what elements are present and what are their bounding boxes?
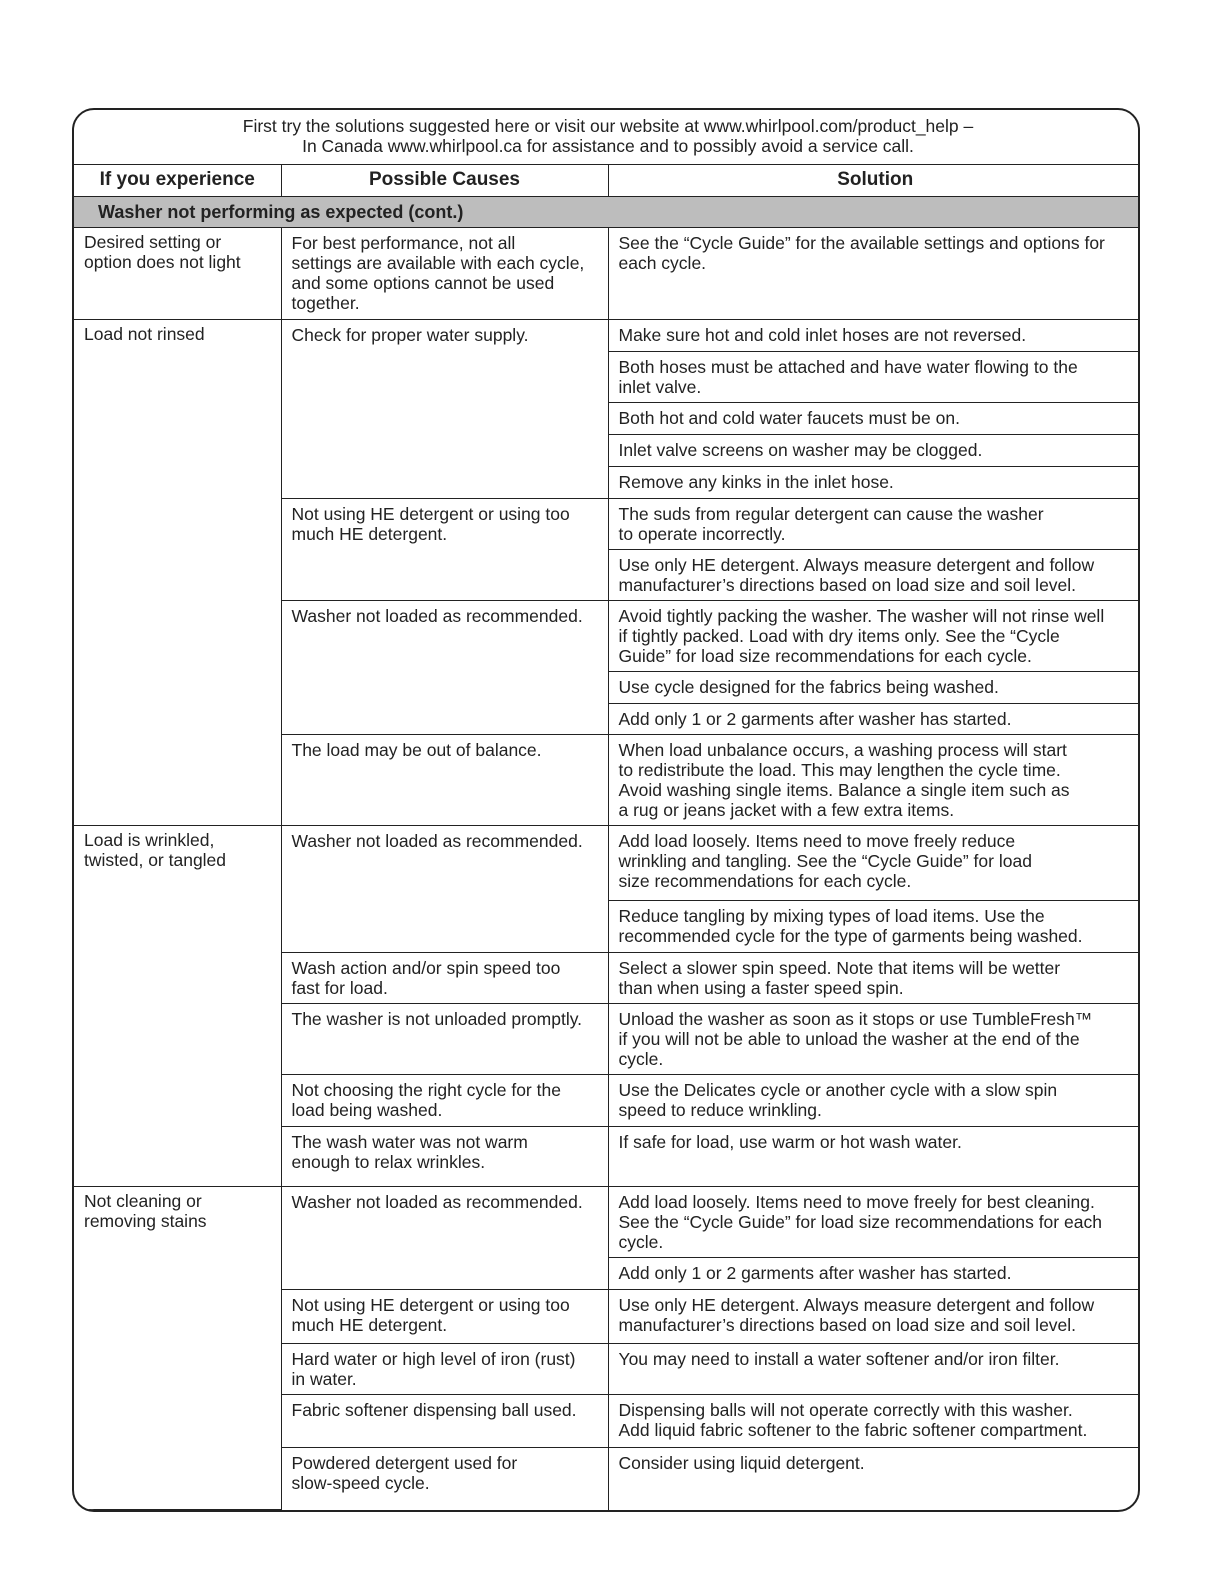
intro-note	[74, 110, 1140, 165]
text-line: Fabric softener dispensing ball used.	[291, 1400, 577, 1420]
text-line: much HE detergent.	[291, 1315, 448, 1335]
text-line: cycle.	[618, 1049, 664, 1069]
solution	[608, 735, 1140, 826]
text-line: than when using a faster speed spin.	[618, 978, 904, 998]
text-line: recommended cycle for the type of garments being washed.	[618, 926, 1083, 946]
text-line: Select a slower spin speed. Note that items will be wetter	[618, 958, 1061, 978]
solution	[608, 1127, 1140, 1187]
text-line: if tightly packed. Load with dry items only. See the “Cycle	[618, 626, 1060, 646]
table-row	[74, 826, 1140, 901]
text-line: twisted, or tangled	[84, 850, 227, 870]
solution	[608, 352, 1140, 403]
text-line: Add load loosely. Items need to move freely for best cleaning.	[618, 1192, 1095, 1212]
solution	[608, 1075, 1140, 1127]
text-line: removing stains	[84, 1211, 207, 1231]
solution	[608, 672, 1140, 704]
text-line: See the “Cycle Guide” for load size recommendations for each	[618, 1212, 1102, 1232]
text-line: in water.	[291, 1369, 357, 1389]
text-line: For best performance, not all	[291, 233, 516, 253]
text-line: Both hot and cold water faucets must be on.	[618, 408, 960, 428]
section-row	[74, 197, 1140, 228]
solution	[608, 228, 1140, 320]
possible-cause	[281, 1290, 608, 1344]
text-line: Consider using liquid detergent.	[618, 1453, 865, 1473]
text-line: Add liquid fabric softener to the fabric softener compartment.	[618, 1420, 1088, 1440]
section-title: Washer not performing as expected (cont.)	[74, 197, 1140, 228]
text-line: Not using HE detergent or using too	[291, 1295, 570, 1315]
possible-cause	[281, 1395, 608, 1448]
text-line: manufacturer’s directions based on load size and soil level.	[618, 1315, 1077, 1335]
text-line: each cycle.	[618, 253, 707, 273]
solution	[608, 953, 1140, 1004]
troubleshooting-grid	[74, 110, 1140, 1510]
table-row	[74, 320, 1140, 352]
text-line: The load may be out of balance.	[291, 740, 542, 760]
solution	[608, 435, 1140, 467]
text-line: Washer not loaded as recommended.	[291, 831, 583, 851]
solution	[608, 1290, 1140, 1344]
text-line: Not cleaning or	[84, 1191, 202, 1211]
text-line: Wash action and/or spin speed too	[291, 958, 561, 978]
solution	[608, 467, 1140, 499]
text-line: fast for load.	[291, 978, 388, 998]
text-line: to operate incorrectly.	[618, 524, 786, 544]
text-line: Make sure hot and cold inlet hoses are not reversed.	[618, 325, 1027, 345]
possible-cause	[281, 826, 608, 953]
text-line: together.	[291, 293, 360, 313]
solution	[608, 1258, 1140, 1290]
possible-cause	[281, 601, 608, 735]
problem-experience	[74, 1187, 281, 1510]
text-line: When load unbalance occurs, a washing process will start	[618, 740, 1067, 760]
text-line: Both hoses must be attached and have water flowing to the	[618, 357, 1078, 377]
possible-cause	[281, 1344, 608, 1395]
text-line: Avoid washing single items. Balance a single item such as	[618, 780, 1070, 800]
text-line: and some options cannot be used	[291, 273, 555, 293]
possible-cause	[281, 1187, 608, 1290]
table-row	[74, 1187, 1140, 1258]
solution	[608, 1004, 1140, 1075]
solution	[608, 1395, 1140, 1448]
text-line: Reduce tangling by mixing types of load items. Use the	[618, 906, 1045, 926]
text-line: Washer not loaded as recommended.	[291, 606, 583, 626]
text-line: a rug or jeans jacket with a few extra items.	[618, 800, 955, 820]
problem-experience	[74, 320, 281, 826]
text-line: size recommendations for each cycle.	[618, 871, 912, 891]
solution	[608, 1187, 1140, 1258]
text-line: Use cycle designed for the fabrics being washed.	[618, 677, 999, 697]
text-line: The washer is not unloaded promptly.	[291, 1009, 583, 1029]
text-line: See the “Cycle Guide” for the available settings and options for	[618, 233, 1105, 253]
text-line: Not choosing the right cycle for the	[291, 1080, 561, 1100]
possible-cause	[281, 1127, 608, 1187]
header-row	[74, 165, 1140, 197]
text-line: slow-speed cycle.	[291, 1473, 430, 1493]
text-line: inlet valve.	[618, 377, 702, 397]
problem-experience	[74, 826, 281, 1187]
text-line: Load not rinsed	[84, 324, 205, 344]
solution	[608, 320, 1140, 352]
possible-cause	[281, 735, 608, 826]
possible-cause	[281, 953, 608, 1004]
text-line: Guide” for load size recommendations for each cycle.	[618, 646, 1032, 666]
text-line: Powdered detergent used for	[291, 1453, 518, 1473]
table-row	[74, 228, 1140, 320]
text-line: The suds from regular detergent can cause the washer	[618, 504, 1044, 524]
solution	[608, 550, 1140, 601]
text-line: Dispensing balls will not operate correctly with this washer.	[618, 1400, 1073, 1420]
text-line: load being washed.	[291, 1100, 443, 1120]
text-line: cycle.	[618, 1232, 664, 1252]
text-line: Desired setting or	[84, 232, 222, 252]
text-line: Use only HE detergent. Always measure detergent and follow	[618, 555, 1095, 575]
text-line: The wash water was not warm	[291, 1132, 528, 1152]
text-line: wrinkling and tangling. See the “Cycle Guide” for load	[618, 851, 1032, 871]
text-line: Avoid tightly packing the washer. The washer will not rinse well	[618, 606, 1105, 626]
text-line: Add load loosely. Items need to move freely reduce	[618, 831, 1016, 851]
text-line: Remove any kinks in the inlet hose.	[618, 472, 894, 492]
solution	[608, 704, 1140, 735]
solution	[608, 601, 1140, 672]
problem-experience	[74, 228, 281, 320]
possible-cause	[281, 499, 608, 601]
solution	[608, 826, 1140, 901]
text-line: Use the Delicates cycle or another cycle with a slow spin	[618, 1080, 1058, 1100]
text-line: to redistribute the load. This may lengthen the cycle time.	[618, 760, 1061, 780]
text-line: Not using HE detergent or using too	[291, 504, 570, 524]
intro-row	[74, 110, 1140, 165]
solution	[608, 499, 1140, 550]
text-line: Hard water or high level of iron (rust)	[291, 1349, 576, 1369]
solution	[608, 403, 1140, 435]
text-line: manufacturer’s directions based on load size and soil level.	[618, 575, 1077, 595]
possible-cause	[281, 228, 608, 320]
text-line: Add only 1 or 2 garments after washer has started.	[618, 1263, 1012, 1283]
possible-cause	[281, 1075, 608, 1127]
header-causes: Possible Causes	[281, 165, 608, 197]
possible-cause	[281, 320, 608, 499]
intro-line-2: In Canada www.whirlpool.ca for assistance and to possibly avoid a service call.	[302, 136, 914, 156]
text-line: Unload the washer as soon as it stops or use TumbleFresh™	[618, 1009, 1093, 1029]
text-line: Washer not loaded as recommended.	[291, 1192, 583, 1212]
text-line: Use only HE detergent. Always measure detergent and follow	[618, 1295, 1095, 1315]
solution	[608, 901, 1140, 953]
text-line: You may need to install a water softener and/or iron filter.	[618, 1349, 1060, 1369]
text-line: Add only 1 or 2 garments after washer has started.	[618, 709, 1012, 729]
troubleshooting-table	[72, 108, 1140, 1512]
text-line: Inlet valve screens on washer may be clogged.	[618, 440, 983, 460]
text-line: enough to relax wrinkles.	[291, 1152, 486, 1172]
possible-cause	[281, 1448, 608, 1510]
text-line: Check for proper water supply.	[291, 325, 529, 345]
text-line: Load is wrinkled,	[84, 830, 215, 850]
header-experience: If you experience	[74, 165, 281, 197]
text-line: settings are available with each cycle,	[291, 253, 585, 273]
solution	[608, 1448, 1140, 1510]
intro-line-1: First try the solutions suggested here or visit our website at www.whirlpool.com/product_help –	[242, 116, 974, 136]
header-solution: Solution	[608, 165, 1140, 197]
text-line: option does not light	[84, 252, 241, 272]
solution	[608, 1344, 1140, 1395]
text-line: if you will not be able to unload the washer at the end of the	[618, 1029, 1080, 1049]
text-line: If safe for load, use warm or hot wash water.	[618, 1132, 962, 1152]
possible-cause	[281, 1004, 608, 1075]
text-line: speed to reduce wrinkling.	[618, 1100, 822, 1120]
text-line: much HE detergent.	[291, 524, 448, 544]
